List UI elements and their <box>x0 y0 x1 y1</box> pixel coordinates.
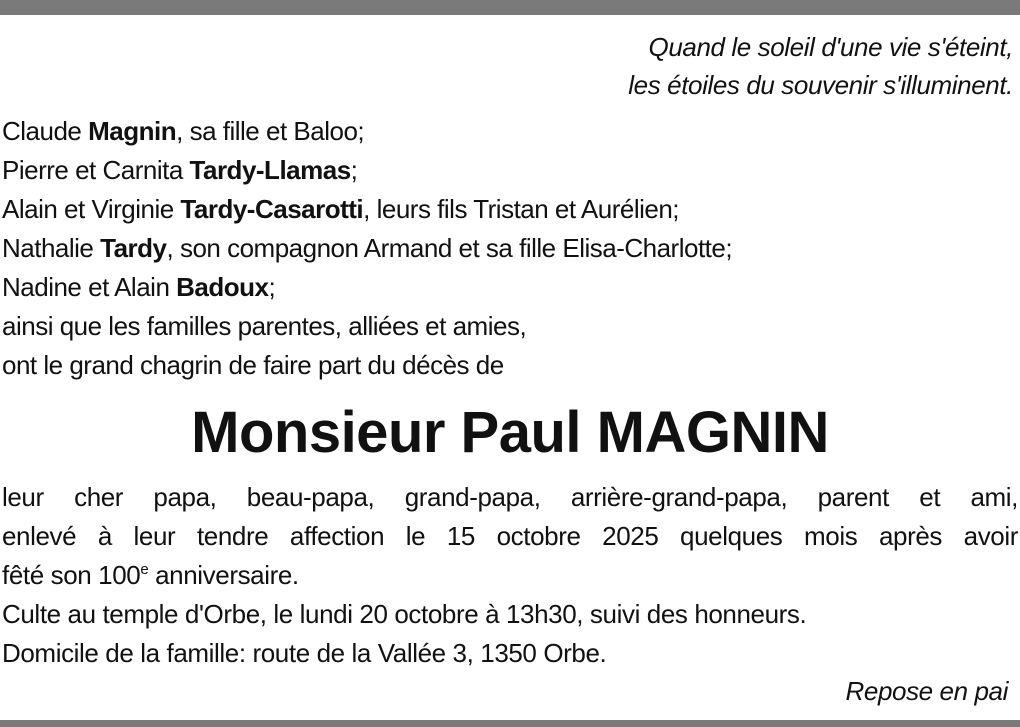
family-line: Claude Magnin, sa fille et Baloo; <box>2 116 365 146</box>
family-line: Pierre et Carnita Tardy-Llamas; <box>2 155 358 185</box>
family-list <box>2 112 732 385</box>
family-address: Domicile de la famille: route de la Vallée 3, 1350 Orbe. <box>2 638 607 668</box>
service-details: Culte au temple d'Orbe, le lundi 20 octobre à 13h30, suivi des honneurs. <box>2 599 807 629</box>
family-line: Nathalie Tardy, son compagnon Armand et sa fille Elisa-Charlotte; <box>2 233 733 263</box>
tribute-line-2: enlevé à leur tendre affection le 15 octobre 2025 quelques mois après avoir <box>2 521 1018 551</box>
epigraph-line-1: Quand le soleil d'une vie s'éteint, <box>648 32 1013 62</box>
tribute-line-3: fêté son 100e anniversaire. <box>2 560 299 590</box>
family-line: Alain et Virginie Tardy-Casarotti, leurs fils Tristan et Aurélien; <box>2 194 680 224</box>
family-line: ont le grand chagrin de faire part du décès de <box>2 350 504 380</box>
closing-phrase: Repose en pai <box>845 676 1008 706</box>
top-divider <box>0 0 1020 15</box>
epigraph-line-2: les étoiles du souvenir s'illuminent. <box>628 70 1013 100</box>
family-line: ainsi que les familles parentes, alliées et amies, <box>2 311 527 341</box>
tribute-line-1: leur cher papa, beau-papa, grand-papa, arrière-grand-papa, parent et ami, <box>2 482 1018 512</box>
family-line: Nadine et Alain Badoux; <box>2 272 276 302</box>
bottom-divider <box>0 720 1020 727</box>
tribute-text <box>2 478 1018 673</box>
epigraph <box>628 28 1013 104</box>
deceased-name: Monsieur Paul MAGNIN <box>191 400 829 465</box>
